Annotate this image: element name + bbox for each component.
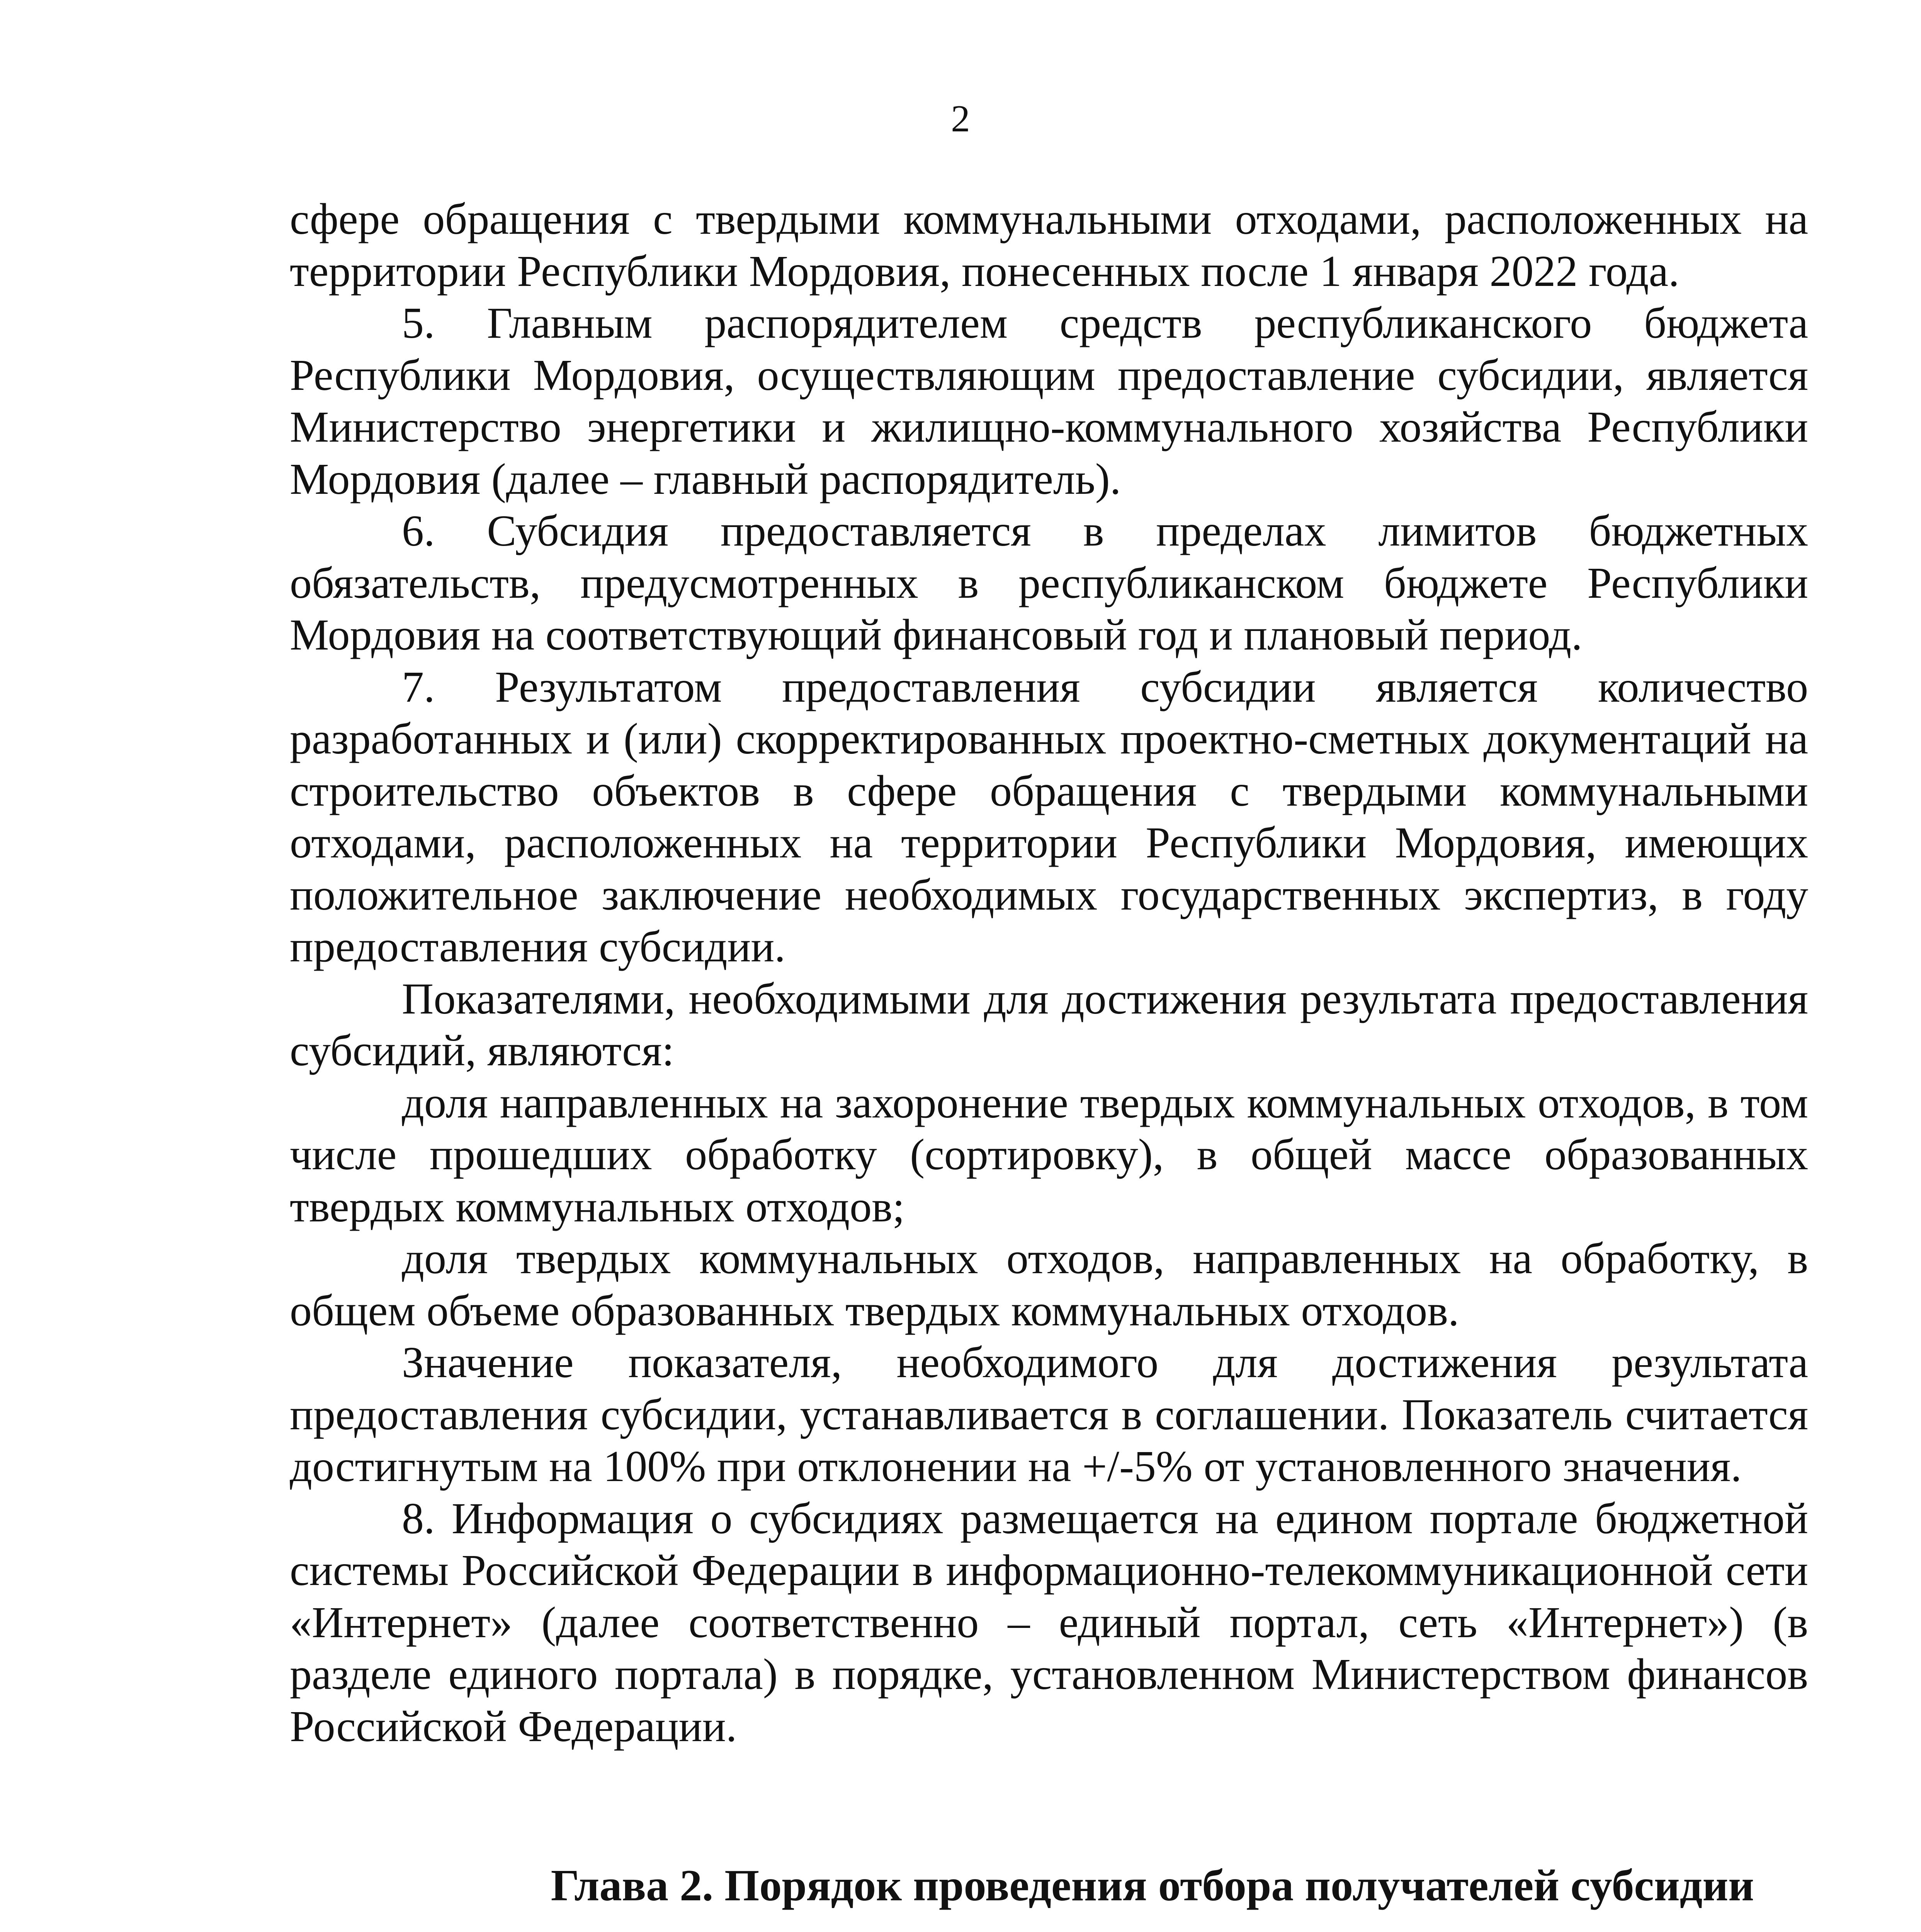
body-text-section-1 <box>290 193 1808 1752</box>
paragraph-indicator-2: доля твердых коммунальных отходов, направленных на обработку, в общем объеме образованных твердых коммунальных отходов. <box>290 1234 1808 1335</box>
paragraph-item-7: 7. Результатом предоставления субсидии является количество разработанных и (или) скорректированных проектно-сметных документаций на строительство объектов в сфере обращения с твердыми коммунальными отходами, расположенных на территории Республики Мордовия, имеющих положительное заключение необходимых государственных экспертиз, в году предоставления субсидии. <box>290 662 1808 971</box>
paragraph-item-8: 8. Информация о субсидиях размещается на едином портале бюджетной системы Российской Федерации в информационно-телекоммуникационной сети «Интернет» (далее соответственно – единый портал, сеть «Интернет») (в разделе единого портала) в порядке, установленном Министерством финансов Российской Федерации. <box>290 1493 1808 1751</box>
paragraph-indicator-1: доля направленных на захоронение твердых коммунальных отходов, в том числе прошедших обработку (сортировку), в общей массе образованных твердых коммунальных отходов; <box>290 1078 1808 1231</box>
paragraph-item-5: 5. Главным распорядителем средств республиканского бюджета Республики Мордовия, осуществляющим предоставление субсидии, является Министерство энергетики и жилищно-коммунального хозяйства Республики Мордовия (далее – главный распорядитель). <box>290 298 1808 503</box>
page-number: 2 <box>951 98 970 140</box>
paragraph-continuation: сфере обращения с твердыми коммунальными отходами, расположенных на территории Республики Мордовия, понесенных после 1 января 2022 года. <box>290 194 1808 296</box>
paragraph-indicators-intro: Показателями, необходимыми для достижения результата предоставления субсидий, являются: <box>290 974 1808 1075</box>
chapter-heading: Глава 2. Порядок проведения отбора получателей субсидии <box>551 1861 1754 1910</box>
paragraph-indicator-value: Значение показателя, необходимого для достижения результата предоставления субсидии, устанавливается в соглашении. Показатель считается достигнутым на 100% при отклонении на +/-5% от установленного значения. <box>290 1338 1808 1491</box>
paragraph-item-6: 6. Субсидия предоставляется в пределах лимитов бюджетных обязательств, предусмотренных в республиканском бюджете Республики Мордовия на соответствующий финансовый год и плановый период. <box>290 506 1808 659</box>
